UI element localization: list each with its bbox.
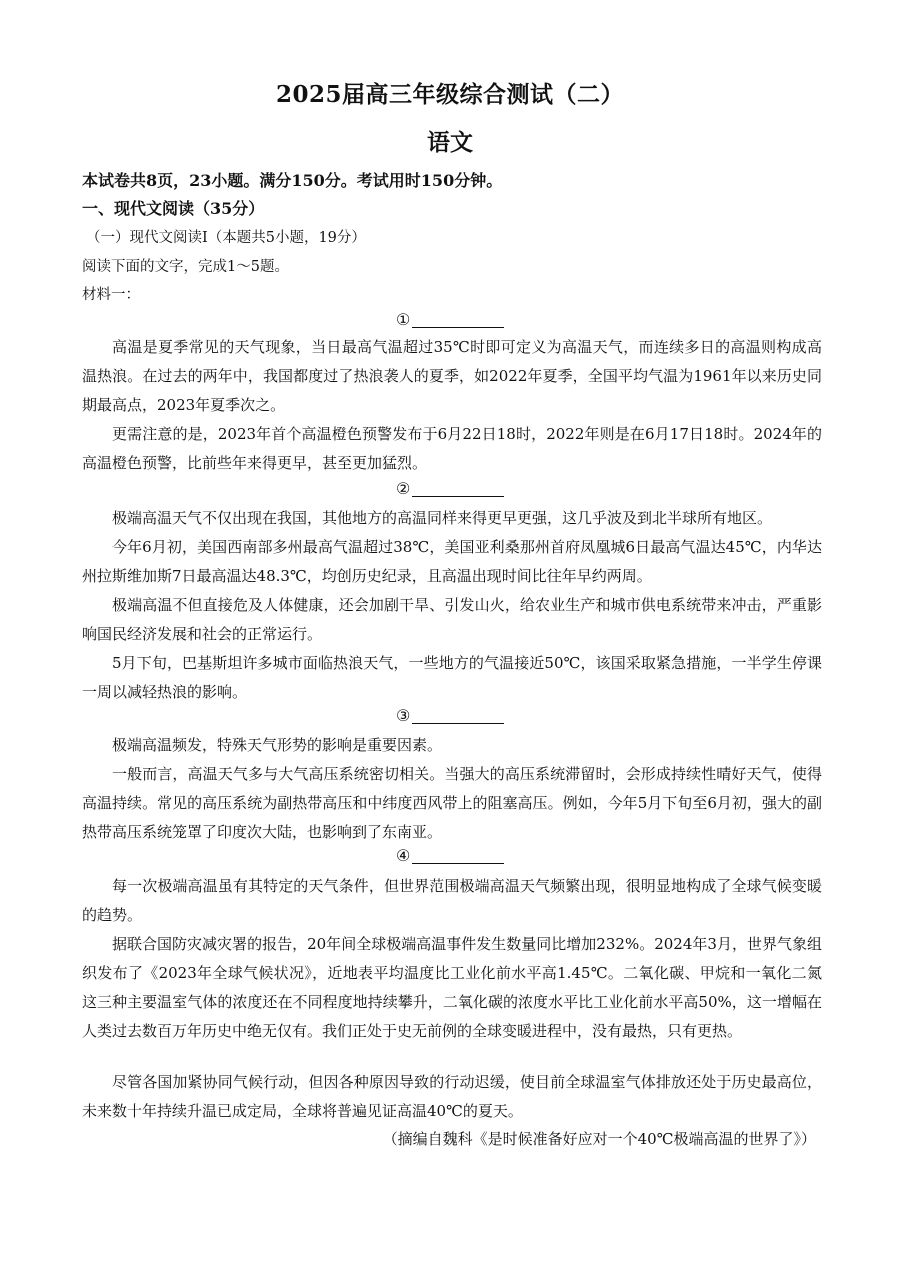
paragraph: 极端高温不但直接危及人体健康，还会加剧干旱、引发山火，给农业生产和城市供电系统带来冲击，严重影响国民经济发展和社会的正常运行。	[82, 596, 822, 643]
subsection-heading: （一）现代文阅读Ⅰ（本题共5小题，19分）	[86, 230, 366, 246]
paragraph: 更需注意的是，2023年首个高温橙色预警发布于6月22日18时，2022年则是在6月17日18时。2024年的高温橙色预警，比前些年来得更早，甚至更加猛烈。	[82, 425, 822, 472]
paragraph: 每一次极端高温虽有其特定的天气条件，但世界范围极端高温天气频繁出现，很明显地构成了全球气候变暖的趋势。	[82, 877, 822, 924]
subject-title: 语文	[427, 129, 473, 156]
exam-info: 本试卷共8页，23小题。满分150分。考试用时150分钟。	[82, 171, 503, 190]
subheading-1	[396, 310, 516, 334]
subheading-number: ③	[396, 706, 411, 725]
paragraph: 5月下旬，巴基斯坦许多城市面临热浪天气，一些地方的气温接近50℃，该国采取紧急措施，一半学生停课一周以减轻热浪的影响。	[82, 654, 822, 701]
paragraph: 尽管各国加紧协同气候行动，但因各种原因导致的行动迟缓，使目前全球温室气体排放还处于历史最高位，未来数十年持续升温已成定局，全球将普遍见证高温40℃的夏天。	[82, 1073, 822, 1120]
subheading-2	[396, 479, 516, 503]
subheading-4	[396, 846, 516, 870]
subheading-number: ②	[396, 479, 411, 498]
paragraph: 高温是夏季常见的天气现象，当日最高气温超过35℃时即可定义为高温天气，而连续多日的高温则构成高温热浪。在过去的两年中，我国都度过了热浪袭人的夏季，如2022年夏季，全国平均气温为1961年以来历史同期最高点，2023年夏季次之。	[82, 338, 822, 414]
source-citation: （摘编自魏科《是时候准备好应对一个40℃极端高温的世界了》）	[382, 1130, 816, 1148]
material-label: 材料一：	[82, 287, 140, 303]
fill-blank	[412, 310, 504, 328]
paragraph: 极端高温天气不仅出现在我国，其他地方的高温同样来得更早更强，这几乎波及到北半球所有地区。	[112, 509, 773, 527]
subheading-number: ④	[396, 846, 411, 865]
paragraph: 今年6月初，美国西南部多州最高气温超过38℃，美国亚利桑那州首府凤凰城6日最高气温达45℃，内华达州拉斯维加斯7日最高温达48.3℃，均创历史纪录，且高温出现时间比往年早约两周。	[82, 538, 822, 585]
subheading-3	[396, 706, 516, 730]
subheading-number: ①	[396, 310, 411, 329]
paragraph: 极端高温频发，特殊天气形势的影响是重要因素。	[112, 736, 443, 754]
fill-blank	[412, 479, 504, 497]
paragraph: 据联合国防灾减灾署的报告，20年间全球极端高温事件发生数量同比增加232%。2024年3月，世界气象组织发布了《2023年全球气候状况》，近地表平均温度比工业化前水平高1.45℃。二氧化碳、甲烷和一氧化二氮这三种主要温室气体的浓度还在不同程度地持续攀升，二氧化碳的浓度水平比工业化前水平高50%，这一增幅在人类过去数百万年历史中绝无仅有。我们正处于史无前例的全球变暖进程中，没有最热，只有更热。	[82, 935, 822, 1040]
fill-blank	[412, 706, 504, 724]
paragraph: 一般而言，高温天气多与大气高压系统密切相关。当强大的高压系统滞留时，会形成持续性晴好天气，使得高温持续。常见的高压系统为副热带高压和中纬度西风带上的阻塞高压。例如，今年5月下旬至6月初，强大的副热带高压系统笼罩了印度次大陆，也影响到了东南亚。	[82, 765, 822, 841]
exam-title: 2025届高三年级综合测试（二）	[275, 81, 624, 108]
section-heading: 一、现代文阅读（35分）	[82, 199, 265, 218]
reading-instruction: 阅读下面的文字，完成1～5题。	[82, 259, 289, 275]
fill-blank	[412, 846, 504, 864]
